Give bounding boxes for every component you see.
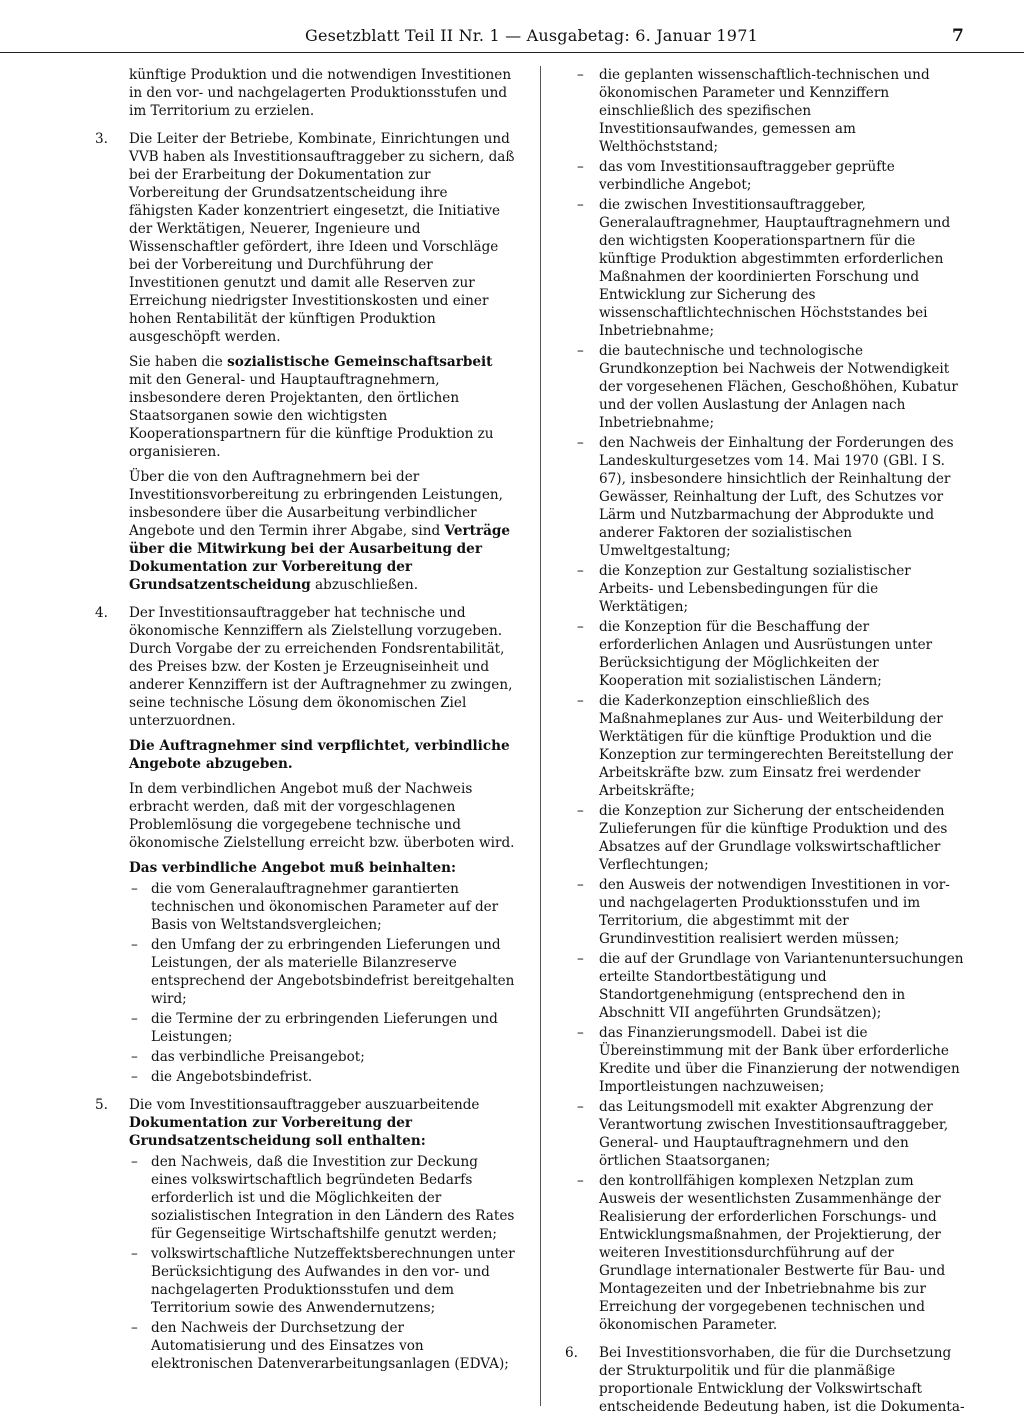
list-item: – die geplanten wissenschaftlich-technischen und ökonomischen Parameter und Kennziffern einschließlich des spezifischen Investitionsaufwandes, gemessen am Welthöchststand;	[565, 66, 965, 156]
intro-text: künftige Produktion und die notwendigen Investitionen in den vor- und nachgelagerten Produktionsstufen und im Territorium zu erzielen.	[129, 67, 512, 119]
page-number: 7	[952, 26, 964, 46]
list-item: – den Nachweis, daß die Investition zur Deckung eines volkswirtschaftlich begründeten Bedarfs erforderlich ist und die Möglichkeiten der sozialistischen Integration in den Ländern des Rates für Gegenseitige Wirtschaftshilfe genutzt werden;	[129, 1153, 515, 1243]
page-header	[0, 22, 1024, 53]
gazette-title: Gesetzblatt Teil II Nr. 1 — Ausgabetag: 6. Januar 1971	[305, 26, 758, 45]
item-4-paragraph-1: Der Investitionsauftraggeber hat technische und ökonomische Kennziffern als Zielstellung vorzugeben. Durch Vorgabe der zu erreichenden Fondsrentabilität, des Preises bzw. der Kosten je Erzeugniseinheit und anderer Kennziffern ist der Auftragnehmer zu zwingen, seine technische Lösung dem ökonomischen Ziel unterzuordnen.	[129, 605, 513, 729]
text-run: Über die von den Auftragnehmern bei der Investitionsvorbereitung zu erbringenden Leistungen, insbesondere über die Ausarbeitung verbindlicher Angebote und den Termin ihrer Abgabe, sind	[129, 469, 503, 539]
list-item: – den Nachweis der Einhaltung der Forderungen des Landeskulturgesetzes vom 14. Mai 1970 (GBl. I S. 67), insbesondere hinsichtlich der Reinhaltung der Gewässer, Reinhaltung der Luft, des Schutzes vor Lärm und Nutzbarmachung der Abprodukte und anderer Faktoren der sozialistischen Umweltgestaltung;	[565, 434, 965, 560]
item-3	[95, 130, 515, 594]
list-item: – das vom Investitionsauftraggeber geprüfte verbindliche Angebot;	[565, 158, 965, 194]
list-item: – die Angebotsbindefrist.	[129, 1068, 515, 1086]
list-item: – die vom Generalauftragnehmer garantierten technischen und ökonomischen Parameter auf der Basis von Weltstandsvergleichen;	[129, 880, 515, 934]
list-item: – das verbindliche Preisangebot;	[129, 1048, 515, 1066]
list-item: – die Konzeption zur Gestaltung sozialistischer Arbeits- und Lebensbedingungen für die Werktätigen;	[565, 562, 965, 616]
text-run: Die vom Investitionsauftraggeber auszuarbeitende	[129, 1097, 480, 1113]
item-number: 3.	[95, 131, 108, 147]
continued-paragraph	[95, 66, 515, 120]
list-item: – den Umfang der zu erbringenden Lieferungen und Leistungen, der als materielle Bilanzreserve entsprechend der Angebotsbindefrist bereitgehalten wird;	[129, 936, 515, 1008]
item-number: 6.	[565, 1345, 578, 1361]
text-run: abzuschließen.	[310, 577, 419, 593]
item-5	[95, 1096, 515, 1373]
list-item: – die Kaderkonzeption einschließlich des Maßnahmeplanes zur Aus- und Weiterbildung der Werktätigen für die künftige Produktion und die Konzeption zur termingerechten Bereitstellung der Arbeitskräfte bzw. zum Einsatz frei werdender Arbeitskräfte;	[565, 692, 965, 800]
item-number: 4.	[95, 605, 108, 621]
list-item: – die Konzeption zur Sicherung der entscheidenden Zulieferungen für die künftige Produktion und des Absatzes auf der Grundlage volkswirtschaftlicher Verflechtungen;	[565, 802, 965, 874]
emphasis-text: Verträge über die Mitwirkung bei der Ausarbeitung der Dokumentation zur Vorbereitung der Grundsatzentscheidung	[129, 523, 511, 593]
item-4-obligation: Die Auftragnehmer sind verpflichtet, verbindliche Angebote abzugeben.	[129, 738, 510, 772]
right-column	[565, 66, 965, 1426]
item-6-text: Bei Investitionsvorhaben, die für die Durchsetzung der Strukturpolitik und für die planmäßige proportionale Entwicklung der Volkswirtschaft entscheidende Bedeutung haben, ist die Dokumenta-	[599, 1345, 965, 1415]
item-4	[95, 604, 515, 1086]
list-item: – das Finanzierungsmodell. Dabei ist die Übereinstimmung mit der Bank über erforderliche Kredite und über die Finanzierung der notwendigen Importleistungen nachzuweisen;	[565, 1024, 965, 1096]
list-item: – die zwischen Investitionsauftraggeber, Generalauftragnehmer, Hauptauftragnehmern und den wichtigsten Kooperationspartnern für die künftige Produktion abgestimmten erforderlichen Maßnahmen der koordinierten Forschung und Entwicklung zur Sicherung des wissenschaftlichtechnischen Höchststandes bei Inbetriebnahme;	[565, 196, 965, 340]
list-item: – die auf der Grundlage von Variantenuntersuchungen erteilte Standortbestätigung und Standortgenehmigung (entsprechend den in Abschnitt VII angeführten Grundsätzen);	[565, 950, 965, 1022]
list-item: – die Termine der zu erbringenden Lieferungen und Leistungen;	[129, 1010, 515, 1046]
item-3-paragraph-2	[129, 353, 515, 461]
left-column	[95, 66, 515, 1383]
item-5-lead	[129, 1096, 515, 1150]
list-item: – die bautechnische und technologische Grundkonzeption bei Nachweis der Notwendigkeit der vorgesehenen Flächen, Geschoßhöhen, Kubatur und der vollen Auslastung der Anlagen nach Inbetriebnahme;	[565, 342, 965, 432]
emphasis-text: Dokumentation zur Vorbereitung der Grundsatzentscheidung soll enthalten:	[129, 1115, 426, 1149]
list-item: – das Leitungsmodell mit exakter Abgrenzung der Verantwortung zwischen Investitionsauftraggeber, General- und Hauptauftragnehmern und den örtlichen Staatsorganen;	[565, 1098, 965, 1170]
item-4-list-lead: Das verbindliche Angebot muß beinhalten:	[129, 860, 457, 876]
item-3-paragraph-3	[129, 468, 515, 594]
item-3-paragraph-1: Die Leiter der Betriebe, Kombinate, Einrichtungen und VVB haben als Investitionsauftraggeber zu sichern, daß bei der Erarbeitung der Dokumentation zur Vorbereitung der Grundsatzentscheidung ihre fähigsten Kader konzentriert eingesetzt, die Initiative der Werktätigen, Neuerer, Ingenieure und Wissenschaftler gefördert, ihre Ideen und Vorschläge bei der Vorbereitung und Durchführung der Investitionen genutzt und damit alle Reserven zur Erreichung niedrigster Investitionskosten und einer hohen Rentabilität der künftigen Produktion ausgeschöpft werden.	[129, 131, 515, 345]
item-4-paragraph-3: In dem verbindlichen Angebot muß der Nachweis erbracht werden, daß mit der vorgeschlagenen Problemlösung die vorgegebene technische und ökonomische Zielstellung erreicht bzw. überboten wird.	[129, 781, 515, 851]
text-run: Sie haben die	[129, 354, 228, 370]
item-6	[565, 1344, 965, 1416]
text-run: mit den General- und Hauptauftragnehmern, insbesondere deren Projektanten, den örtlichen Staatsorganen sowie den wichtigsten Kooperationspartnern für die künftige Produktion zu organisieren.	[129, 372, 494, 460]
list-item: – den Nachweis der Durchsetzung der Automatisierung und des Einsatzes von elektronischen Datenverarbeitungsanlagen (EDVA);	[129, 1319, 515, 1373]
list-item: – den kontrollfähigen komplexen Netzplan zum Ausweis der wesentlichsten Zusammenhänge der Realisierung der erforderlichen Forschungs- und Entwicklungsmaßnahmen, der Projektierung, der weiteren Investitionsdurchführung auf der Grundlage internationaler Bestwerte für Bau- und Montagezeiten und der Inbetriebnahme bis zur Erreichung der vorgegebenen technischen und ökonomischen Parameter.	[565, 1172, 965, 1334]
item-number: 5.	[95, 1097, 108, 1113]
emphasis-text: sozialistische Gemeinschaftsarbeit	[227, 354, 493, 370]
column-divider	[540, 66, 541, 1406]
list-item: – die Konzeption für die Beschaffung der erforderlichen Anlagen und Ausrüstungen unter Berücksichtigung der Möglichkeiten der Kooperation mit sozialistischen Ländern;	[565, 618, 965, 690]
list-item: – volkswirtschaftliche Nutzeffektsberechnungen unter Berücksichtigung des Aufwandes in den vor- und nachgelagerten Produktionsstufen und dem Territorium sowie des Anwendernutzens;	[129, 1245, 515, 1317]
list-item: – den Ausweis der notwendigen Investitionen in vor- und nachgelagerten Produktionsstufen und im Territorium, die abgestimmt mit der Grundinvestition realisiert werden müssen;	[565, 876, 965, 948]
